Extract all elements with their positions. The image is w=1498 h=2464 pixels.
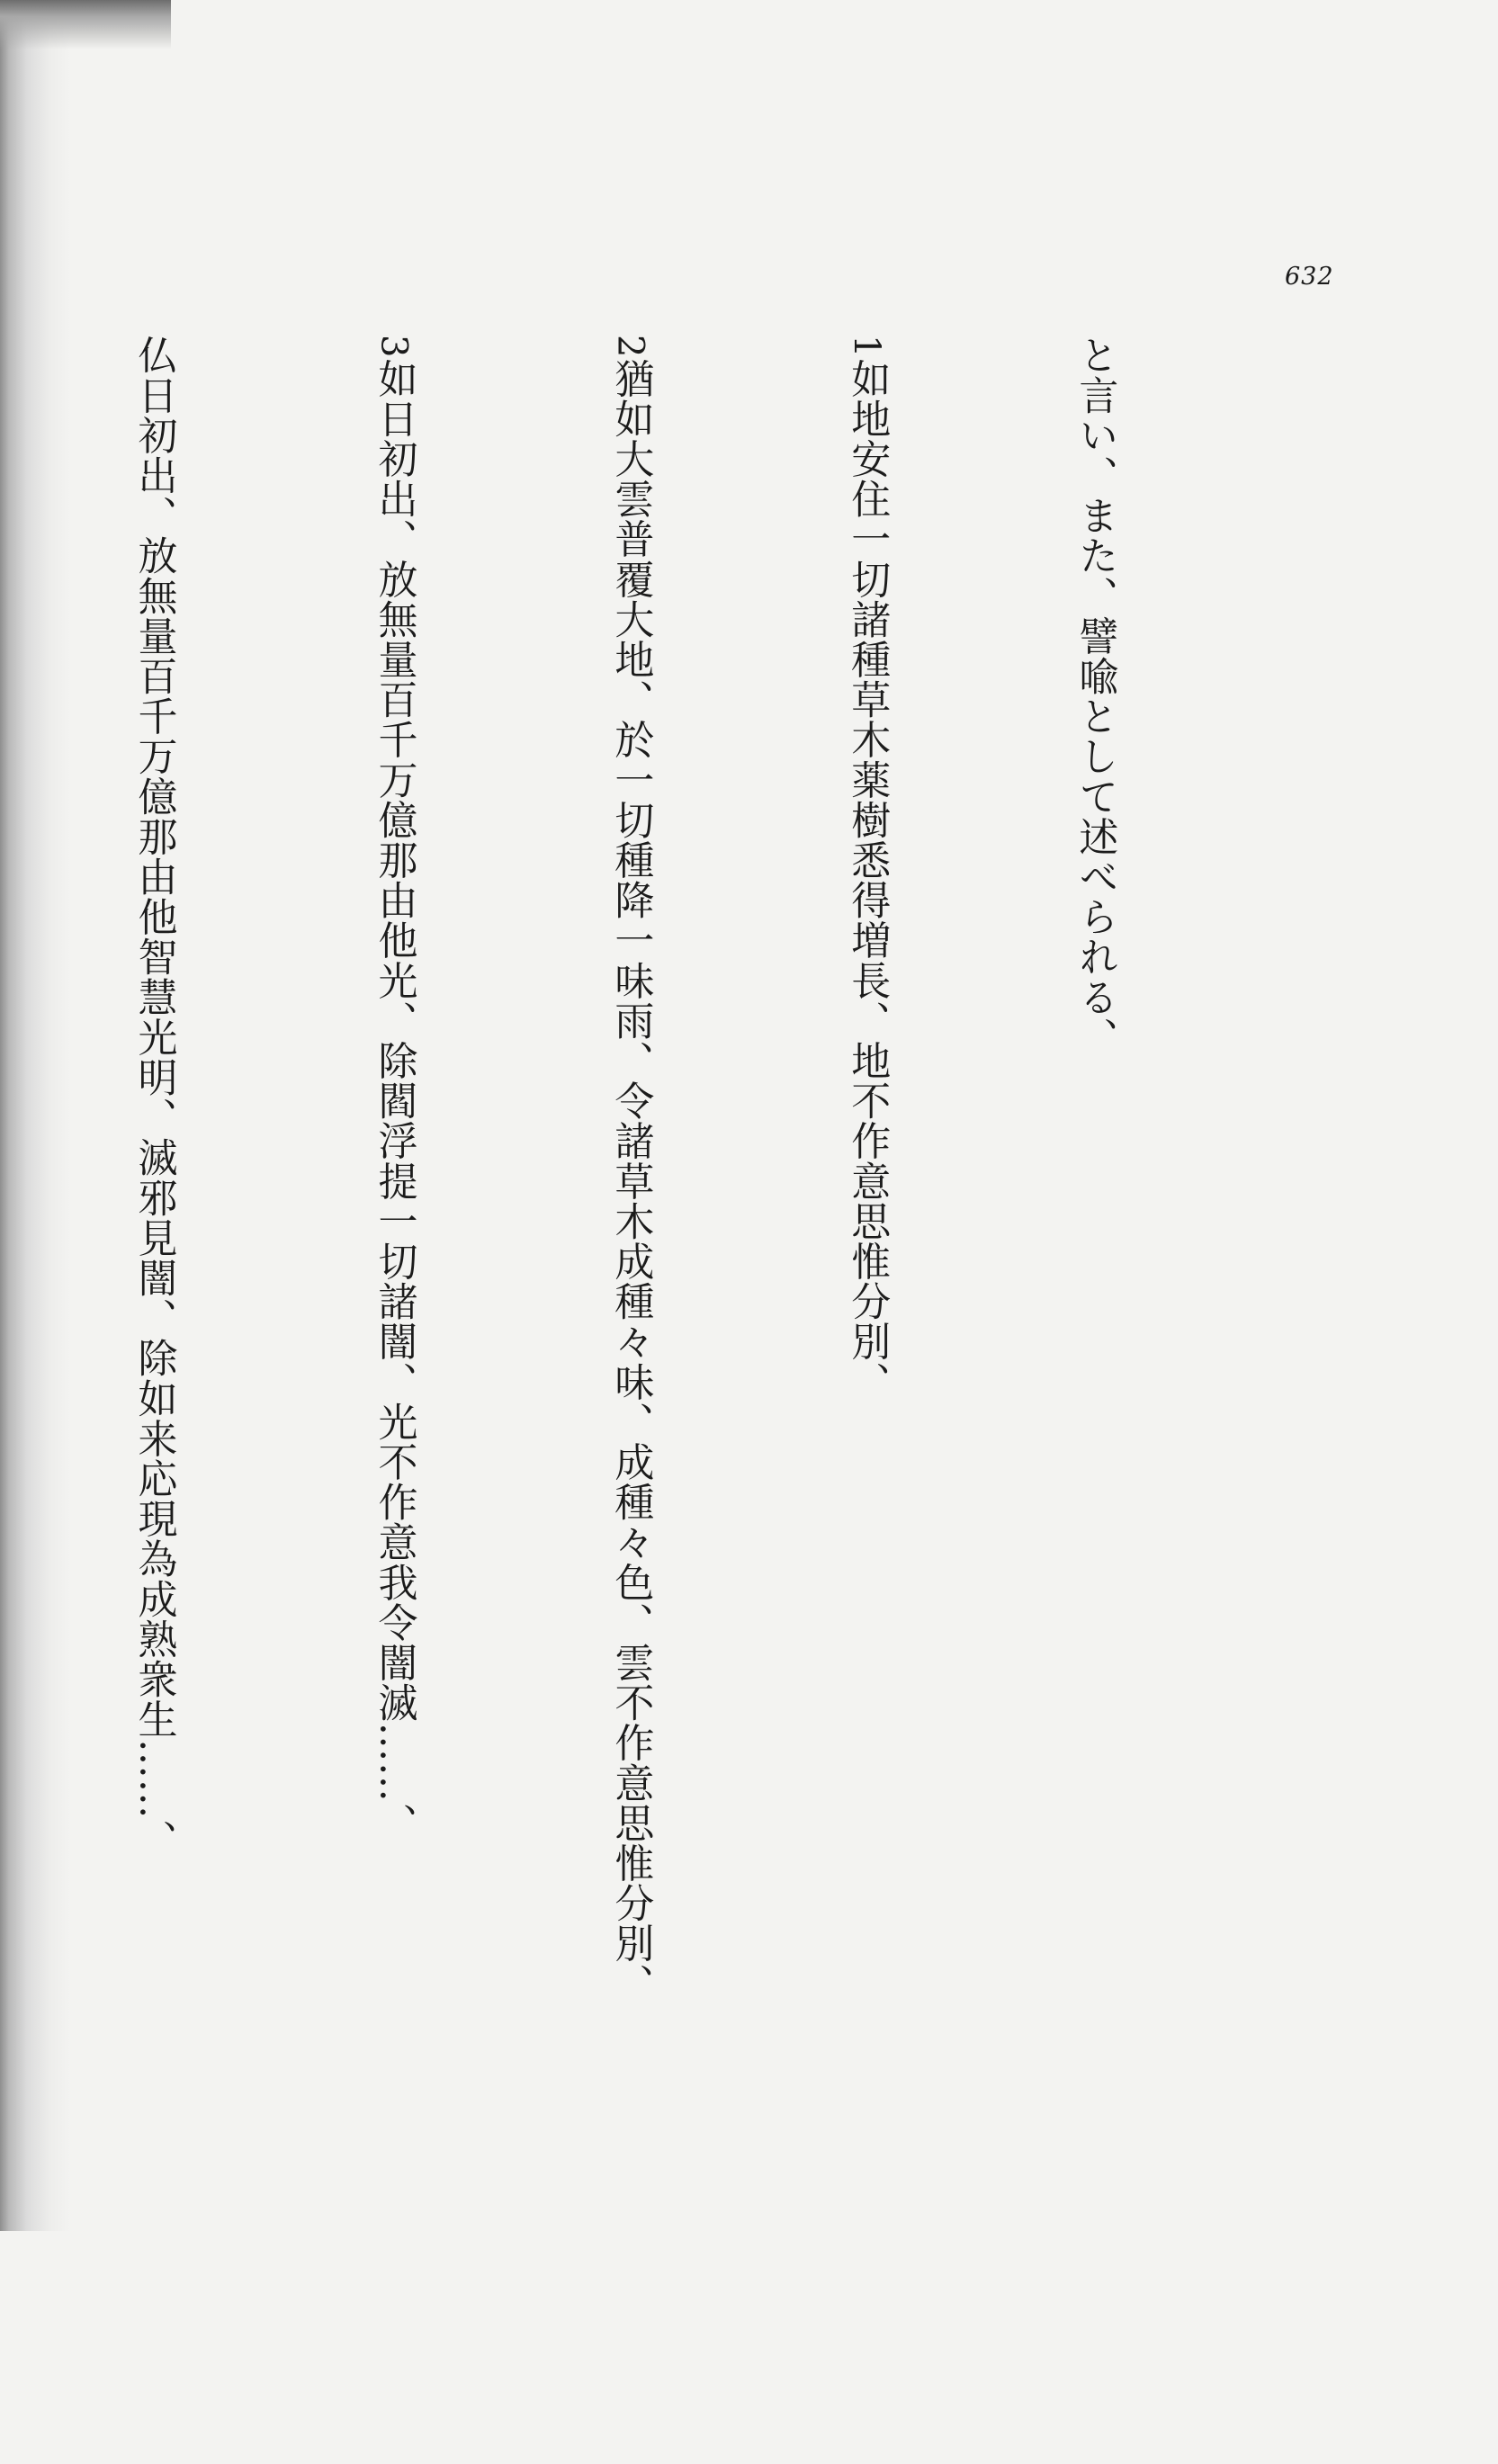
passage-number: 3 bbox=[372, 335, 415, 359]
passage-text: 猶如大雲普覆大地、於一切種降一味雨、令諸草木成種々味、成種々色、雲不作意思惟分別、 bbox=[607, 358, 654, 2003]
passage-number: 2 bbox=[609, 335, 651, 359]
quoted-passage-continued bbox=[121, 335, 186, 2116]
passage-number: 1 bbox=[846, 335, 888, 359]
quoted-passage bbox=[830, 335, 895, 2116]
passage-text: 如日初出、放無量百千万億那由他光、除閻浮提一切諸闇、光不作意我令闇滅……、 bbox=[371, 358, 417, 1843]
body-text bbox=[0, 335, 1237, 2116]
passage-text: 如地安住一切諸種草木薬樹悉得増長、地不作意思惟分別、 bbox=[844, 358, 891, 1402]
quoted-passage bbox=[356, 335, 422, 2116]
binding-shadow-top bbox=[0, 0, 171, 49]
passage-text: 仏日初出、放無量百千万億那由他智慧光明、滅邪見闇、除如来応現為成熟衆生……、 bbox=[130, 335, 177, 1859]
page-number: 632 bbox=[1285, 263, 1334, 291]
text-line: と言い、また、譬喩として述べられる、 bbox=[1072, 335, 1118, 1057]
quoted-passage bbox=[593, 335, 659, 2116]
